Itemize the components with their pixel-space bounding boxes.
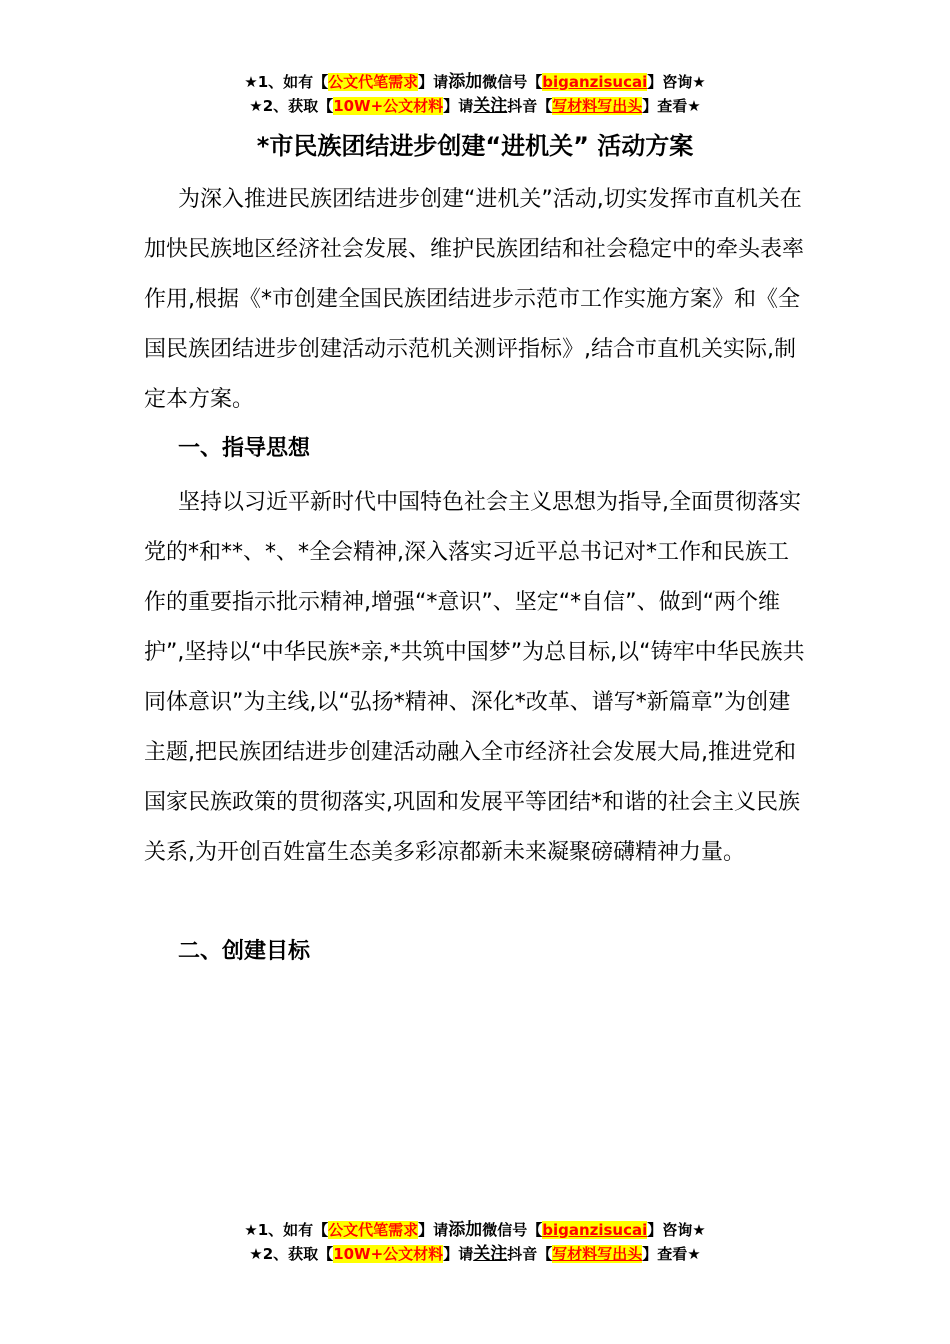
top-ad-banner bbox=[0, 70, 950, 118]
bottom-ad-line-1 bbox=[0, 1218, 950, 1242]
bottom-ad-line-1-suffix: 】咨询★ bbox=[647, 1221, 706, 1239]
ad-line-2-highlight-materials: 10W+公文材料 bbox=[333, 97, 444, 115]
bottom-ad-line-2-prefix: ★2、获取【 bbox=[249, 1245, 334, 1263]
ad-line-1-suffix: 】咨询★ bbox=[647, 73, 706, 91]
bottom-ad-line-2-suffix: 】查看★ bbox=[642, 1245, 701, 1263]
ad-line-1-mid: 】请 bbox=[418, 73, 449, 91]
ad-line-2-emphasis: 关注 bbox=[473, 96, 508, 116]
ad-line-1-emphasis: 添加 bbox=[448, 72, 483, 92]
bottom-ad-line-1-wechat-id: biganzisucai bbox=[542, 1221, 648, 1239]
bottom-ad-line-2-douyin-id: 写材料写出头 bbox=[552, 1245, 643, 1263]
ad-line-2 bbox=[0, 94, 950, 118]
bottom-ad-line-1-prefix: ★1、如有【 bbox=[244, 1221, 329, 1239]
bottom-ad-line-2 bbox=[0, 1242, 950, 1266]
ad-line-2-douyin-id: 写材料写出头 bbox=[552, 97, 643, 115]
intro-paragraph: 为深入推进民族团结进步创建“进机关”活动,切实发挥市直机关在加快民族地区经济社会发展、维护民族团结和社会稳定中的牵头表率作用,根据《*市创建全国民族团结进步示范市工作实施方案》和《全国民族团结进步创建活动示范机关测评指标》,结合市直机关实际,制定本方案。 bbox=[144, 187, 805, 412]
ad-line-1-prefix: ★1、如有【 bbox=[244, 73, 329, 91]
ad-line-2-mid2: 抖音【 bbox=[507, 97, 553, 115]
ad-line-2-suffix: 】查看★ bbox=[642, 97, 701, 115]
document-title: *市民族团结进步创建“进机关” 活动方案 bbox=[256, 132, 694, 160]
bottom-ad-line-2-emphasis: 关注 bbox=[473, 1244, 508, 1264]
bottom-ad-line-2-mid2: 抖音【 bbox=[507, 1245, 553, 1263]
bottom-ad-line-1-mid: 】请 bbox=[418, 1221, 449, 1239]
bottom-ad-line-1-highlight-service: 公文代笔需求 bbox=[328, 1221, 419, 1239]
ad-line-2-mid: 】请 bbox=[443, 97, 474, 115]
section-2-heading: 二、创建目标 bbox=[178, 939, 311, 964]
bottom-ad-banner bbox=[0, 1218, 950, 1266]
bottom-ad-line-1-mid2: 微信号【 bbox=[482, 1221, 543, 1239]
section-1-paragraph: 坚持以习近平新时代中国特色社会主义思想为指导,全面贯彻落实党的*和**、*、*全会精神,深入落实习近平总书记对*工作和民族工作的重要指示批示精神,增强“*意识”、坚定“*自信”、做到“两个维护”,坚持以“中华民族*亲,*共筑中国梦”为总目标,以“铸牢中华民族共同体意识”为主线,以“弘扬*精神、深化*改革、谱写*新篇章”为创建主题,把民族团结进步创建活动融入全市经济社会发展大局,推进党和国家民族政策的贯彻落实,巩固和发展平等团结*和谐的社会主义民族关系,为开创百姓富生态美多彩凉都新未来凝聚磅礴精神力量。 bbox=[144, 490, 805, 865]
section-1-heading: 一、指导思想 bbox=[178, 436, 311, 461]
ad-line-1-wechat-id: biganzisucai bbox=[542, 73, 648, 91]
ad-line-1 bbox=[0, 70, 950, 94]
ad-line-1-highlight-service: 公文代笔需求 bbox=[328, 73, 419, 91]
bottom-ad-line-2-mid: 】请 bbox=[443, 1245, 474, 1263]
bottom-ad-line-1-emphasis: 添加 bbox=[448, 1220, 483, 1240]
ad-line-2-prefix: ★2、获取【 bbox=[249, 97, 334, 115]
bottom-ad-line-2-highlight-materials: 10W+公文材料 bbox=[333, 1245, 444, 1263]
ad-line-1-mid2: 微信号【 bbox=[482, 73, 543, 91]
